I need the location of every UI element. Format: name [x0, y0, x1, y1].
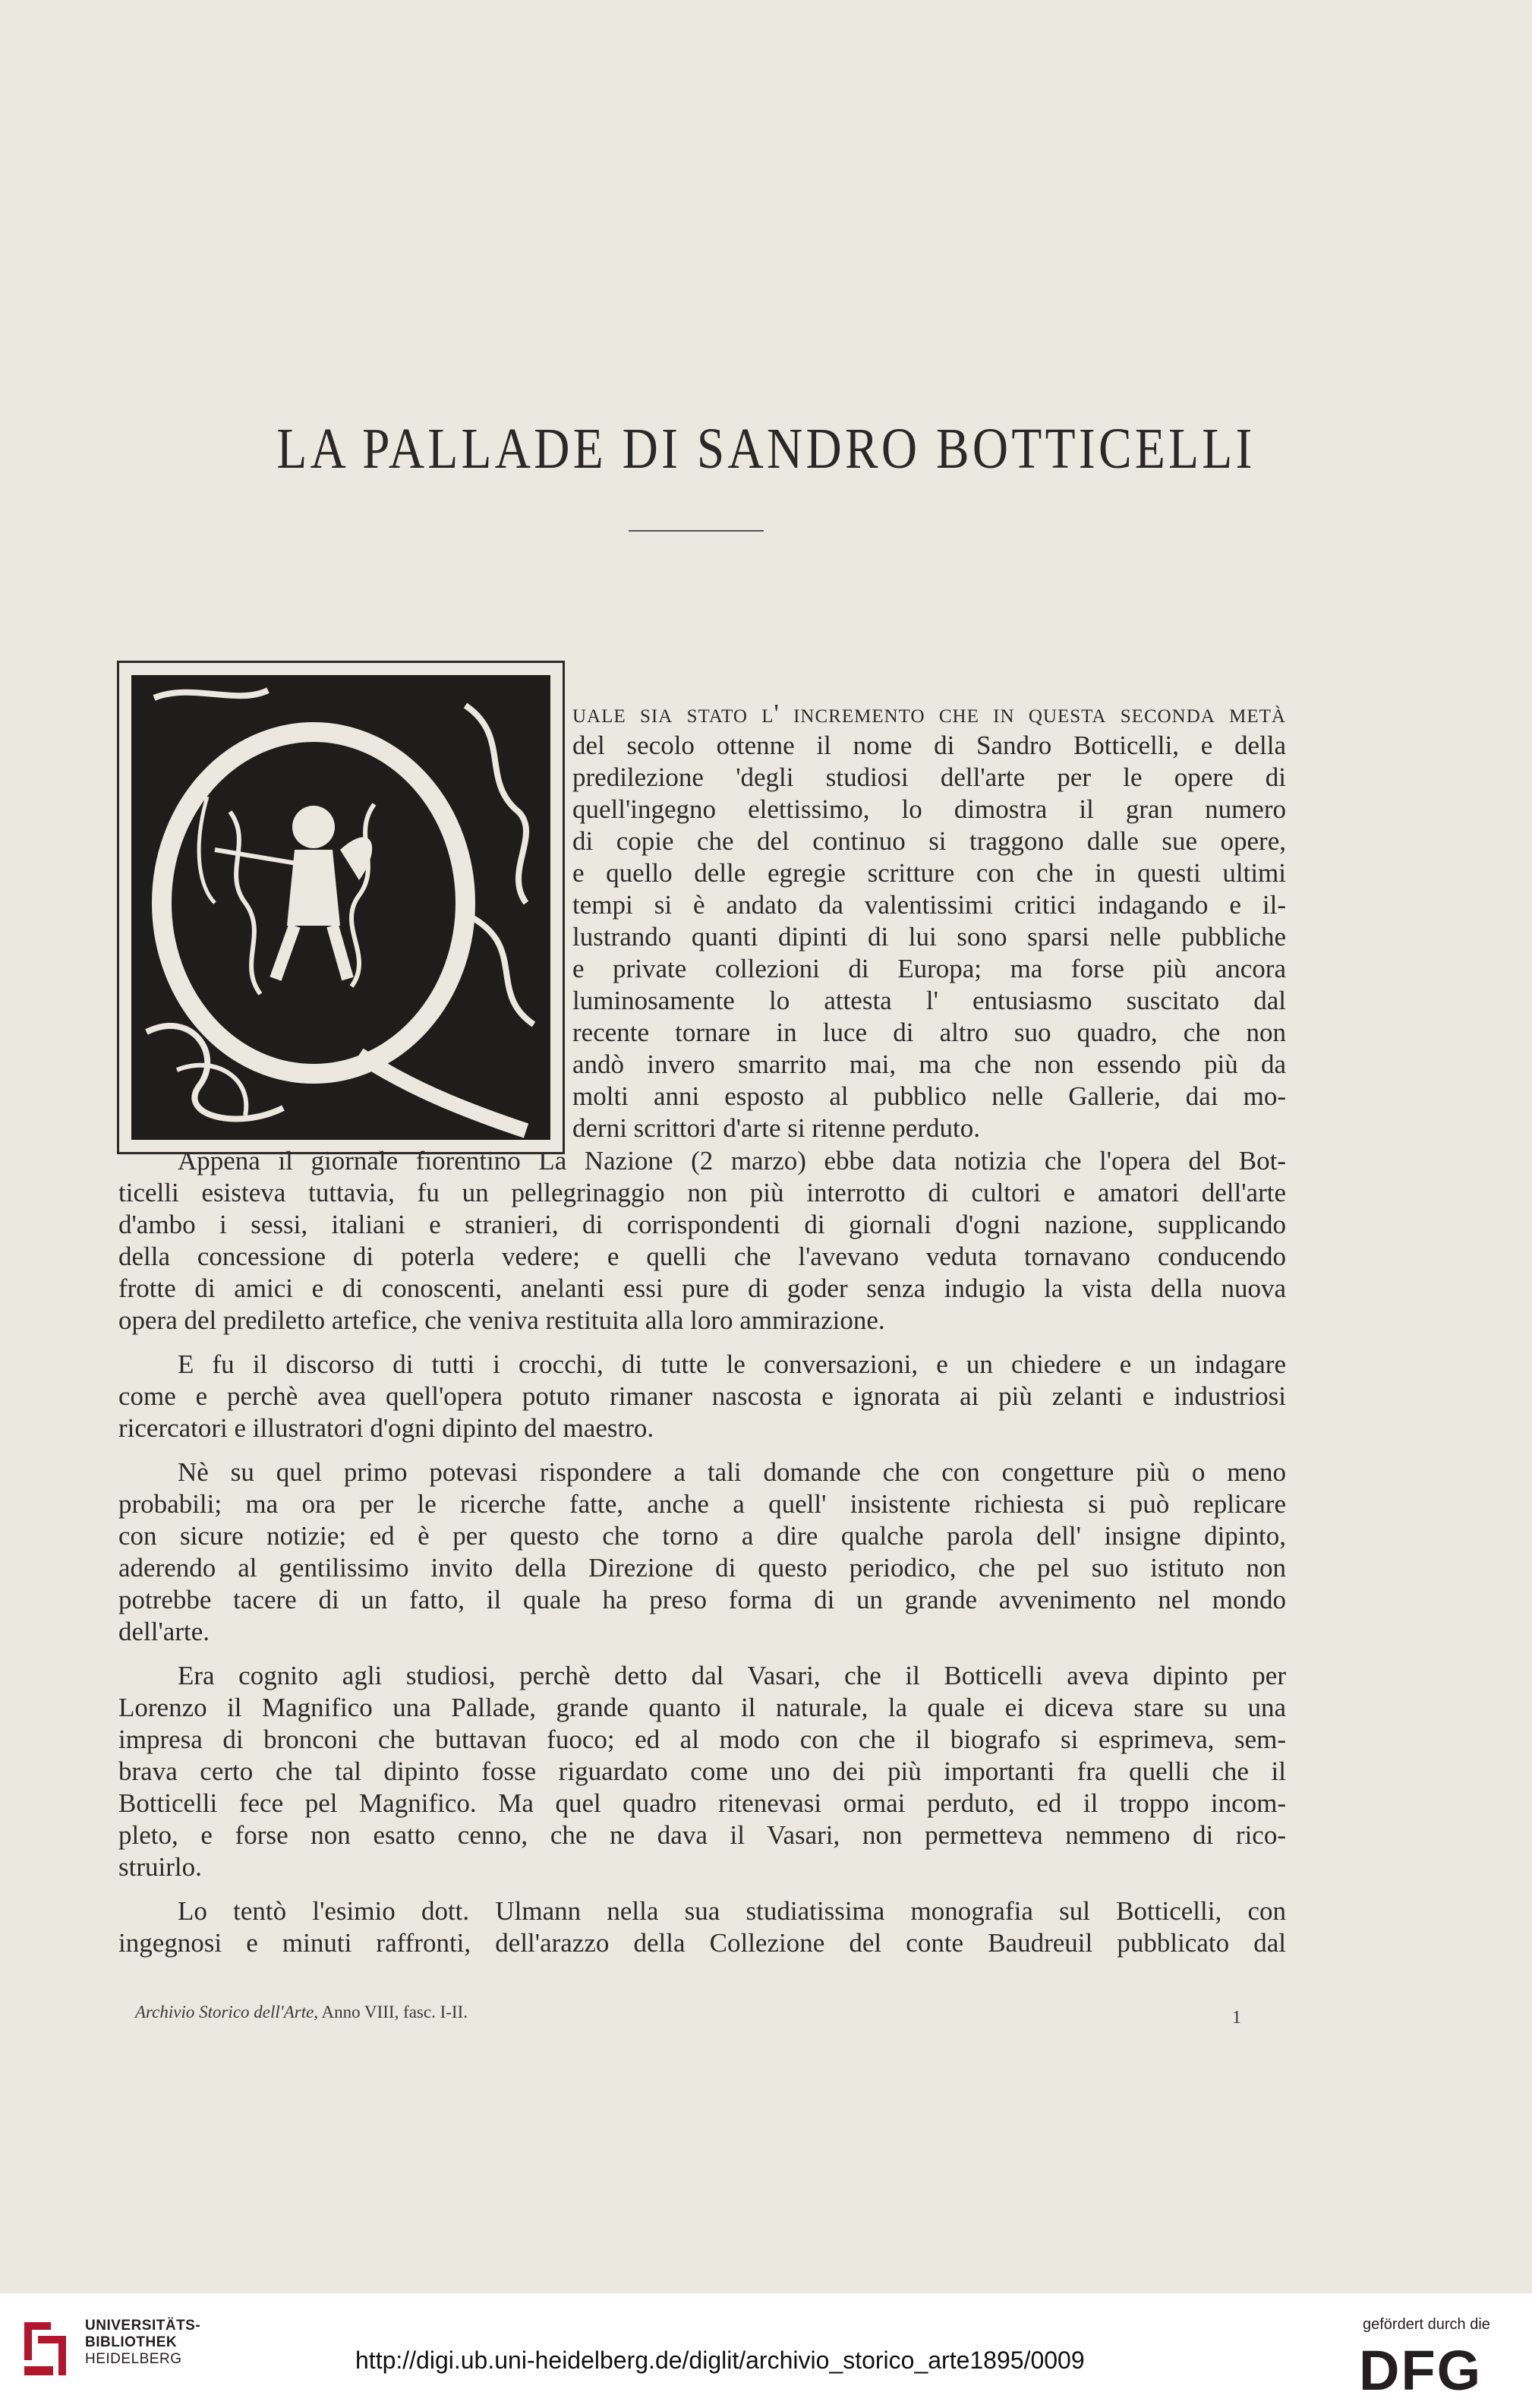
text-line: con sicure notizie; ed è per questo che torno a dire qualche parola dell' insigne dipinto,: [118, 1521, 1286, 1551]
text-line: uale sia stato l' incremento che in questa seconda metà: [572, 699, 1286, 728]
text-line: impresa di bronconi che buttavan fuoco; ed al modo con che il biografo si esprimeva, sem-: [118, 1725, 1286, 1754]
text-line: potrebbe tacere di un fatto, il quale ha preso forma di un grande avvenimento nel mondo: [118, 1585, 1286, 1614]
text-line: derni scrittori d'arte si ritenne perduto.: [572, 1113, 980, 1143]
text-line: e quello delle egregie scritture con che in questi ultimi: [572, 858, 1286, 888]
text-line: pleto, e forse non esatto cenno, che ne dava il Vasari, non permetteva nemmeno di rico-: [118, 1820, 1286, 1850]
text-line: d'ambo i sessi, italiani e stranieri, di corrispondenti di giornali d'ogni nazione, supplicando: [118, 1210, 1286, 1239]
text-line: quell'ingegno elettissimo, lo dimostra il gran numero: [572, 794, 1286, 824]
funded-by-label: gefördert durch die: [1363, 2316, 1490, 2333]
text-line: andò invero smarrito mai, ma che non essendo più da: [572, 1049, 1286, 1079]
journal-issue: Anno VIII, fasc. I-II.: [321, 2002, 468, 2021]
dfg-logo-icon[interactable]: DFG: [1359, 2339, 1483, 2402]
text-line: Appena il giornale fiorentino La Nazione (2 marzo) ebbe data notizia che l'opera del Bot-: [178, 1146, 1286, 1176]
text-line: ingegnosi e minuti raffronti, dell'arazzo della Collezione del conte Baudreuil pubblicato dal: [118, 1928, 1286, 1958]
text-line: di copie che del continuo si traggono dalle sue opere,: [572, 826, 1286, 856]
text-line: tempi si è andato da valentissimi critici indagando e il-: [572, 890, 1286, 920]
text-line: luminosamente lo attesta l' entusiasmo suscitato dal: [572, 986, 1286, 1015]
text-line: Era cognito agli studiosi, perchè detto dal Vasari, che il Botticelli aveva dipinto per: [178, 1661, 1286, 1690]
text-line: dell'arte.: [118, 1617, 210, 1646]
text-line: frotte di amici e di conoscenti, anelanti essi pure di goder senza indugio la vista della nuova: [118, 1273, 1286, 1303]
text-line: recente tornare in luce di altro suo quadro, che non: [572, 1018, 1286, 1047]
text-line: della concessione di poterla vedere; e quelli che l'avevano veduta tornavano conducendo: [118, 1242, 1286, 1271]
text-line: aderendo al gentilissimo invito della Direzione di questo periodico, che pel suo istituto non: [118, 1553, 1286, 1583]
text-line: ricercatori e illustratori d'ogni dipinto del maestro.: [118, 1413, 654, 1443]
journal-name: Archivio Storico dell'Arte,: [135, 2002, 319, 2021]
title-divider: [629, 530, 764, 532]
text-line: probabili; ma ora per le ricerche fatte, anche a quell' insistente richiesta si può replicare: [118, 1489, 1286, 1519]
text-line: struirlo.: [118, 1852, 202, 1882]
journal-reference: [135, 2002, 468, 2022]
page-number: 1: [1232, 2008, 1241, 2028]
library-name: UNIVERSITÄTS- BIBLIOTHEK HEIDELBERG: [85, 2318, 201, 2367]
text-line: Lorenzo il Magnifico una Pallade, grande quanto il naturale, la quale ei diceva stare su una: [118, 1693, 1286, 1722]
text-line: Lo tentò l'esimio dott. Ulmann nella sua studiatissima monografia sul Botticelli, con: [178, 1896, 1286, 1926]
text-line: opera del prediletto artefice, che veniva restituita alla loro ammirazione.: [118, 1305, 885, 1335]
decorated-initial-q-icon: [117, 661, 565, 1154]
ub-heidelberg-logo-icon[interactable]: [17, 2315, 77, 2383]
text-line: del secolo ottenne il nome di Sandro Botticelli, e della: [572, 731, 1286, 760]
text-line: E fu il discorso di tutti i crocchi, di tutte le conversazioni, e un chiedere e un indagare: [178, 1349, 1286, 1379]
text-line: come e perchè avea quell'opera potuto rimaner nascosta e ignorata ai più zelanti e industriosi: [118, 1381, 1286, 1411]
text-line: e private collezioni di Europa; ma forse più ancora: [572, 954, 1286, 983]
text-line: Botticelli fece pel Magnifico. Ma quel quadro ritenevasi ormai perduto, ed il troppo incom-: [118, 1788, 1286, 1818]
text-line: lustrando quanti dipinti di lui sono sparsi nelle pubbliche: [572, 922, 1286, 952]
text-line: molti anni esposto al pubblico nelle Gallerie, dai mo-: [572, 1081, 1286, 1111]
article-title: LA PALLADE DI SANDRO BOTTICELLI: [276, 417, 1256, 481]
text-line: Nè su quel primo potevasi rispondere a tali domande che con congetture più o meno: [178, 1457, 1286, 1487]
text-line: ticelli esisteva tuttavia, fu un pellegrinaggio non più interrotto di cultori e amatori dell'arte: [118, 1178, 1286, 1207]
text-line: predilezione 'degli studiosi dell'arte per le opere di: [572, 762, 1286, 792]
permalink-url[interactable]: http://digi.ub.uni-heidelberg.de/diglit/archivio_storico_arte1895/0009: [355, 2346, 1085, 2374]
text-line: brava certo che tal dipinto fosse riguardato come uno dei più importanti fra quelli che il: [118, 1756, 1286, 1786]
